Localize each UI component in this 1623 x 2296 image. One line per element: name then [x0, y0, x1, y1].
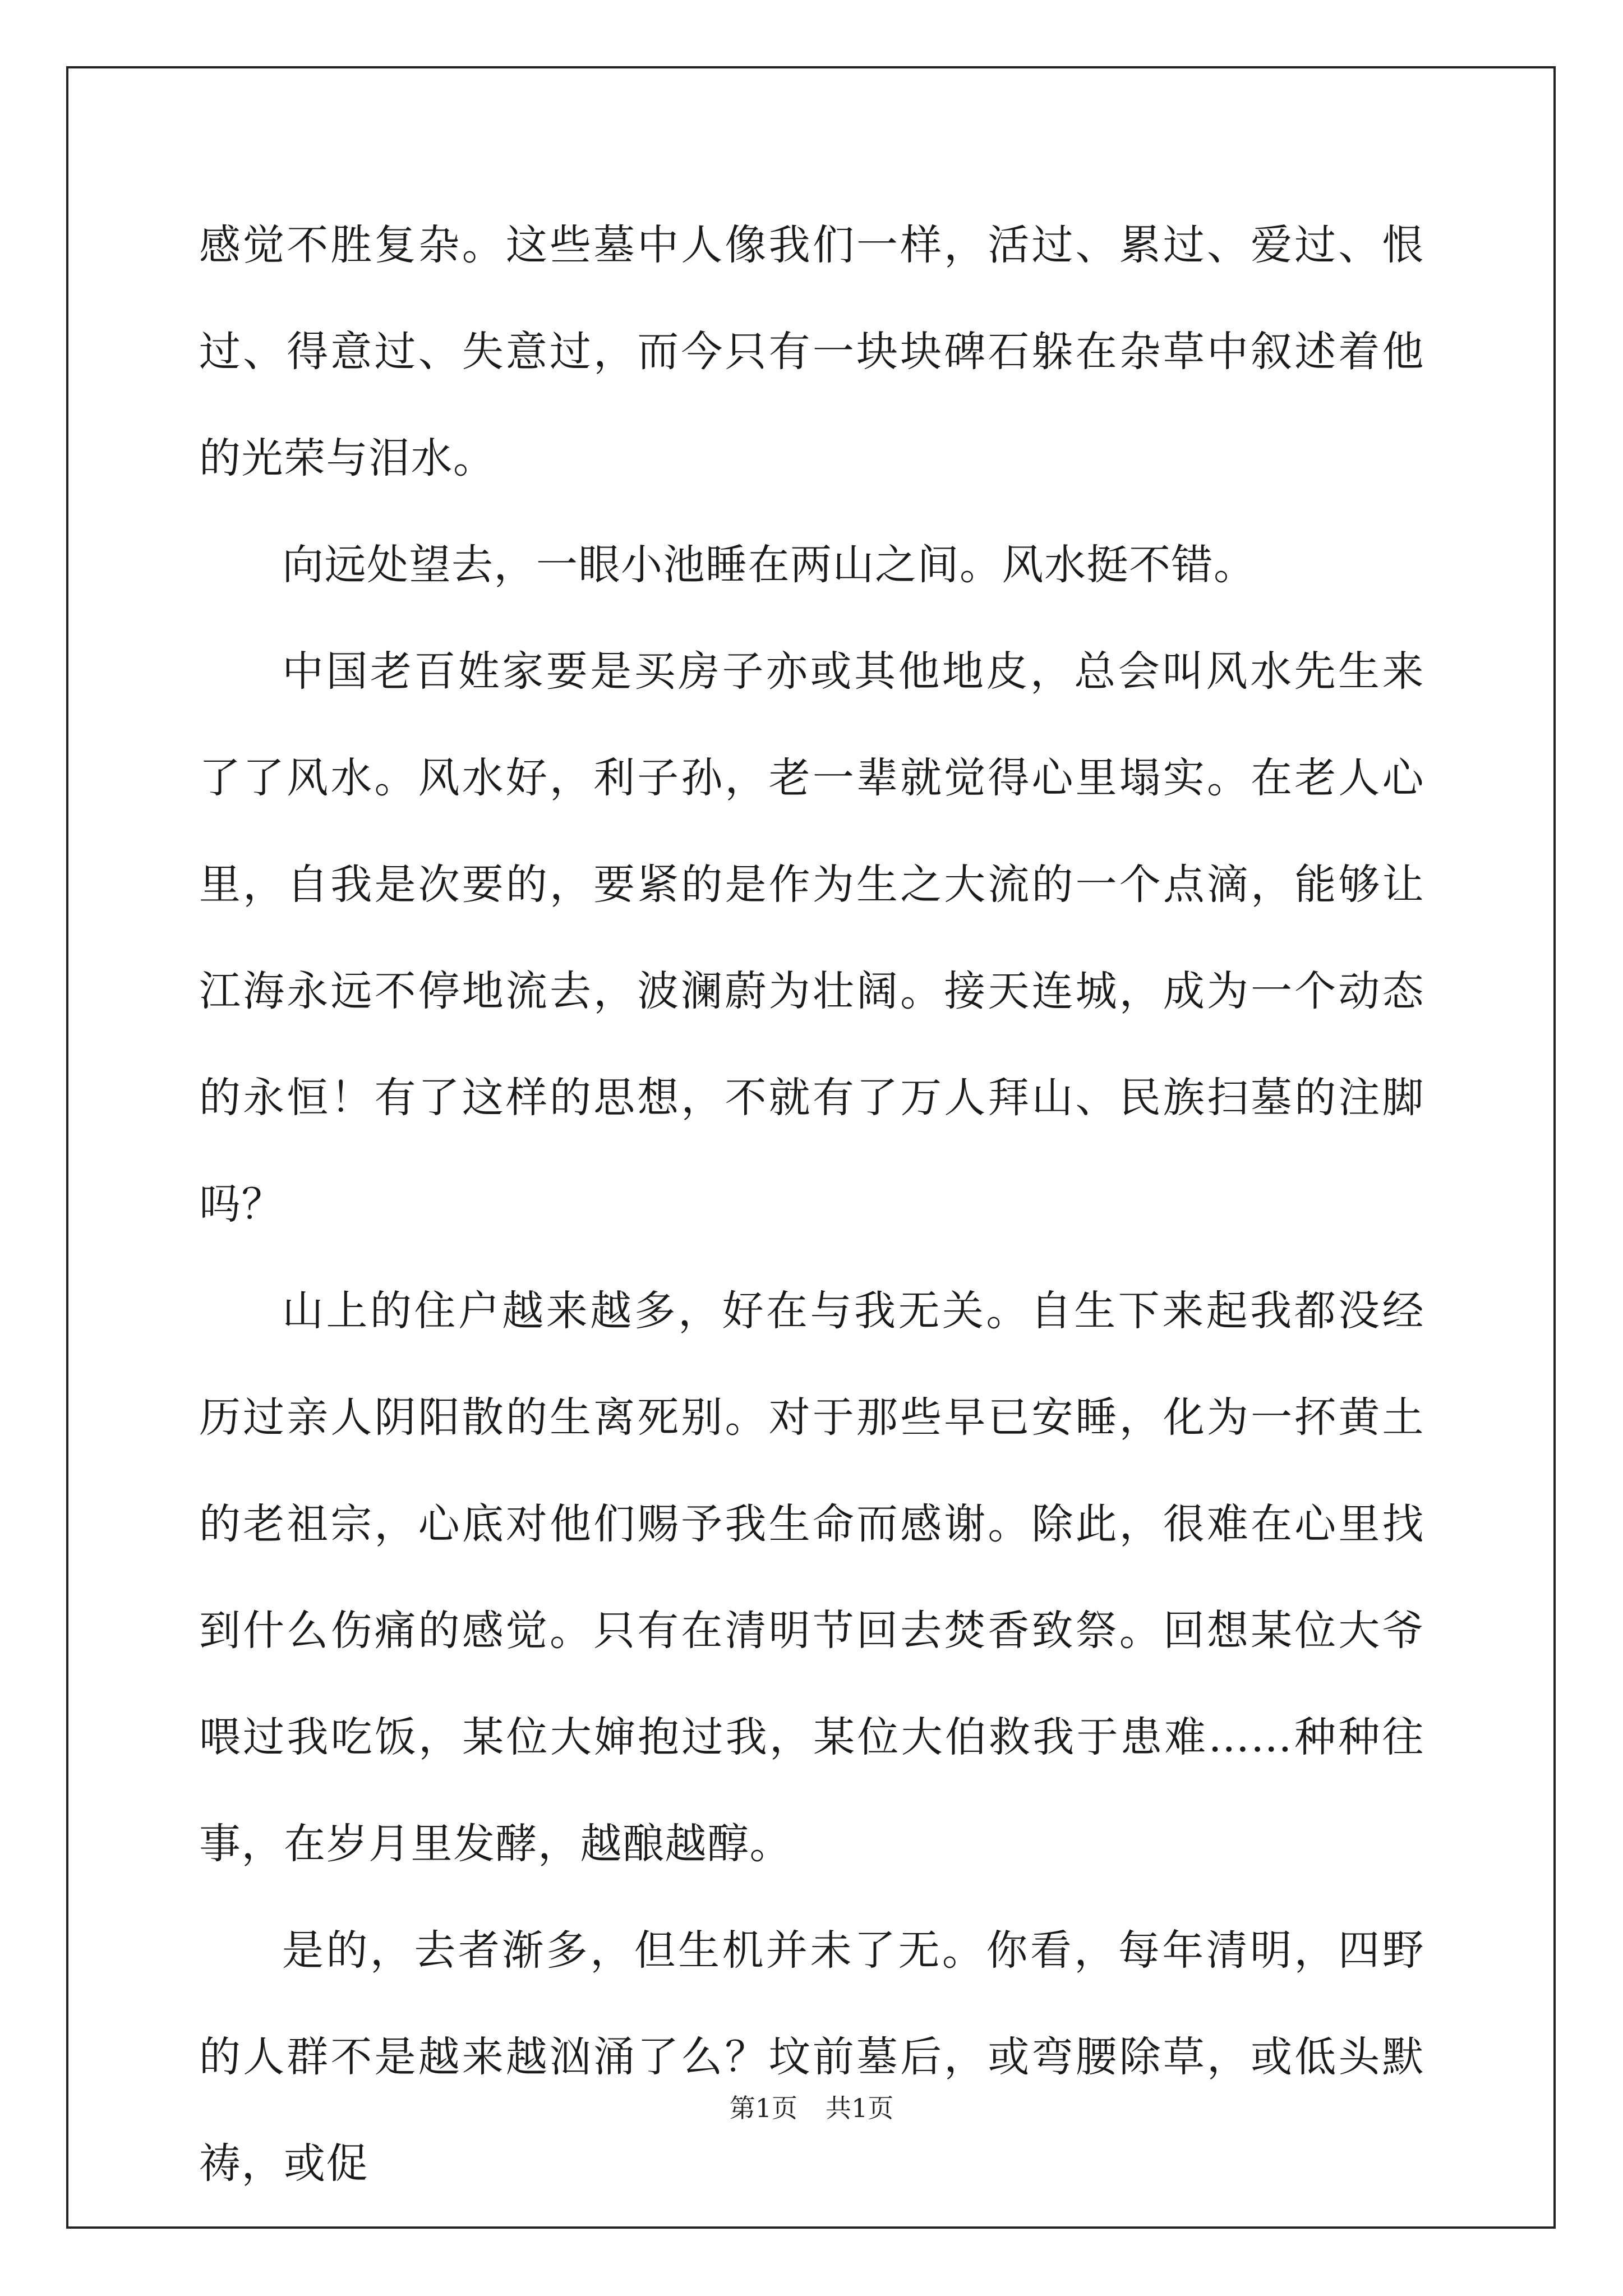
page-number: 第1页: [729, 2093, 797, 2123]
paragraph: 感觉不胜复杂。这些墓中人像我们一样，活过、累过、爱过、恨过、得意过、失意过，而今只有一块块碑石躲在杂草中叙述着他的光荣与泪水。: [199, 221, 1424, 482]
paragraph: 是的，去者渐多，但生机并未了无。你看，每年清明，四野的人群不是越来越汹涌了么？坟前墓后，或弯腰除草，或低头默祷，或促: [199, 1926, 1424, 2188]
paragraph: 向远处望去，一眼小池睡在两山之间。风水挺不错。: [282, 541, 1256, 589]
page-footer: [0, 2088, 1623, 2125]
page-total: 共1页: [826, 2093, 894, 2123]
paragraph: 中国老百姓家要是买房子亦或其他地皮，总会叫风水先生来了了风水。风水好，利子孙，老一辈就觉得心里塌实。在老人心里，自我是次要的，要紧的是作为生之大流的一个点滴，能够让江海永远不停地流去，波澜蔚为壮阔。接天连城，成为一个动态的永恒！有了这样的思想，不就有了万人拜山、民族扫墓的注脚吗？: [199, 647, 1424, 1228]
document-body: [199, 192, 1424, 2217]
paragraph: 山上的住户越来越多，好在与我无关。自生下来起我都没经历过亲人阴阳散的生离死别。对于那些早已安睡，化为一抔黄土的老祖宗，心底对他们赐予我生命而感谢。除此，很难在心里找到什么伤痛的感觉。只有在清明节回去焚香致祭。回想某位大爷喂过我吃饭，某位大婶抱过我，某位大伯救我于患难……种种往事，在岁月里发酵，越酿越醇。: [199, 1287, 1424, 1868]
